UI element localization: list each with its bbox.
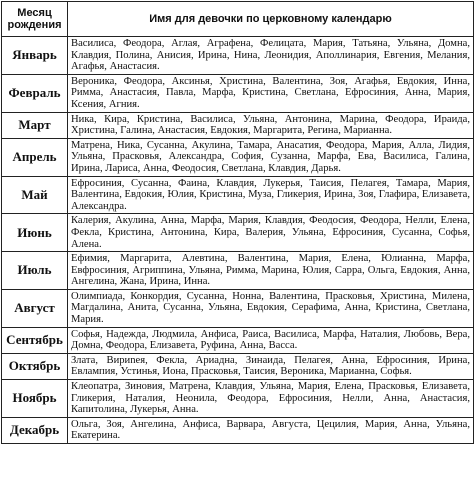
month-cell: Декабрь [2,417,68,443]
names-column-header: Имя для девочки по церковному календарю [68,2,474,37]
names-cell: Злата, Вириnея, Фекла, Ариадна, Зинаида, Пелагея, Анна, Ефросиния, Ирина, Евлампия, Устинья, Иона, Прасковья, Таисия, Вероника, Марианна, Софья. [68,353,474,379]
table-row [2,74,474,112]
names-cell: Василиса, Феодора, Аглая, Агрaфена, Фелицата, Мария, Татьяна, Ульяна, Домна, Клавдия, Полина, Анисия, Ирина, Нина, Леонидия, Аполлинария, Евгения, Мелания, Агафья, Анастасия. [68,37,474,75]
names-cell: Вероника, Феодора, Аксинья, Христина, Валентина, Зоя, Агафья, Евдокия, Инна, Римма, Анастасия, Павла, Марфа, Кристина, Светлана, Ефросиния, Анна, Мария, Ксения, Агния. [68,74,474,112]
table-row [2,252,474,290]
names-cell: Олимпиада, Конкордия, Сусанна, Нонна, Валентина, Прасковья, Христина, Милена, Магдалина, Анита, Сусанна, Ульяна, Евдокия, Серафима, Анна, Кристина, Светлана, Мария. [68,289,474,327]
month-cell: Март [2,112,68,138]
month-cell: Июль [2,252,68,290]
names-cell: Ефимия, Маргарита, Алевтина, Валентина, Мария, Елена, Юлианна, Марфа, Евфросиния, Агриппина, Ульяна, Римма, Марина, Юлия, Сарра, Ольга, Евдокия, Анна, Ангелина, Жана, Ирина, Инна. [68,252,474,290]
month-cell: Февраль [2,74,68,112]
names-cell: Ника, Кира, Кристина, Василиса, Ульяна, Антонина, Марина, Феодора, Ираида, Христина, Галина, Анастасия, Евдокия, Маргарита, Регина, Марианна. [68,112,474,138]
name-calendar-table [1,1,474,444]
month-cell: Август [2,289,68,327]
month-cell: Ноябрь [2,380,68,418]
table-row [2,37,474,75]
table-row [2,327,474,353]
table-row [2,214,474,252]
names-cell: Калерия, Акулина, Анна, Марфа, Мария, Клавдия, Феодосия, Феодора, Нелли, Елена, Фекла, Кристина, Антонина, Кира, Валерия, Ульяна, Ефросиния, Сусанна, Софья, Алена. [68,214,474,252]
names-cell: Матрена, Ника, Сусанна, Акулина, Тамара, Анасатия, Феодора, Мария, Алла, Лидия, Ульяна, Прасковья, Александра, София, Сузанна, Марфа, Ева, Василиса, Галина, Ирина, Лариса, Анна, Феодосия, Светлана, Клавдия, Дарья. [68,138,474,176]
names-cell: Софья, Надежда, Людмила, Анфиса, Раиса, Василиса, Марфа, Наталия, Любовь, Вера, Домна, Феодора, Елизавета, Руфина, Анна, Васса. [68,327,474,353]
names-cell: Ефросиния, Сусанна, Фаина, Клавдия, Лукерья, Таисия, Пелагея, Тамара, Мария, Валентина, Евдокия, Юлия, Кристина, Муза, Гликерия, Ирина, Зоя, Глафира, Елизавета, Александра. [68,176,474,214]
month-cell: Май [2,176,68,214]
month-cell: Январь [2,37,68,75]
table-row [2,289,474,327]
table-row [2,417,474,443]
header-row [2,2,474,37]
table-row [2,353,474,379]
table-row [2,138,474,176]
names-cell: Клеопатра, Зиновия, Матрена, Клавдия, Ульяна, Мария, Елена, Прасковья, Елизавета, Гликерия, Наталия, Неонила, Феодора, Ефросиния, Нелли, Анна, Анастасия, Капитолина, Лукерья, Анна. [68,380,474,418]
month-cell: Октябрь [2,353,68,379]
month-column-header: Месяц рождения [2,2,68,37]
month-cell: Июнь [2,214,68,252]
table-row [2,176,474,214]
month-cell: Сентябрь [2,327,68,353]
table-row [2,112,474,138]
month-cell: Апрель [2,138,68,176]
names-cell: Ольга, Зоя, Ангелина, Анфиса, Варвара, Августа, Цецилия, Мария, Анна, Ульяна, Екатерина. [68,417,474,443]
table-row [2,380,474,418]
